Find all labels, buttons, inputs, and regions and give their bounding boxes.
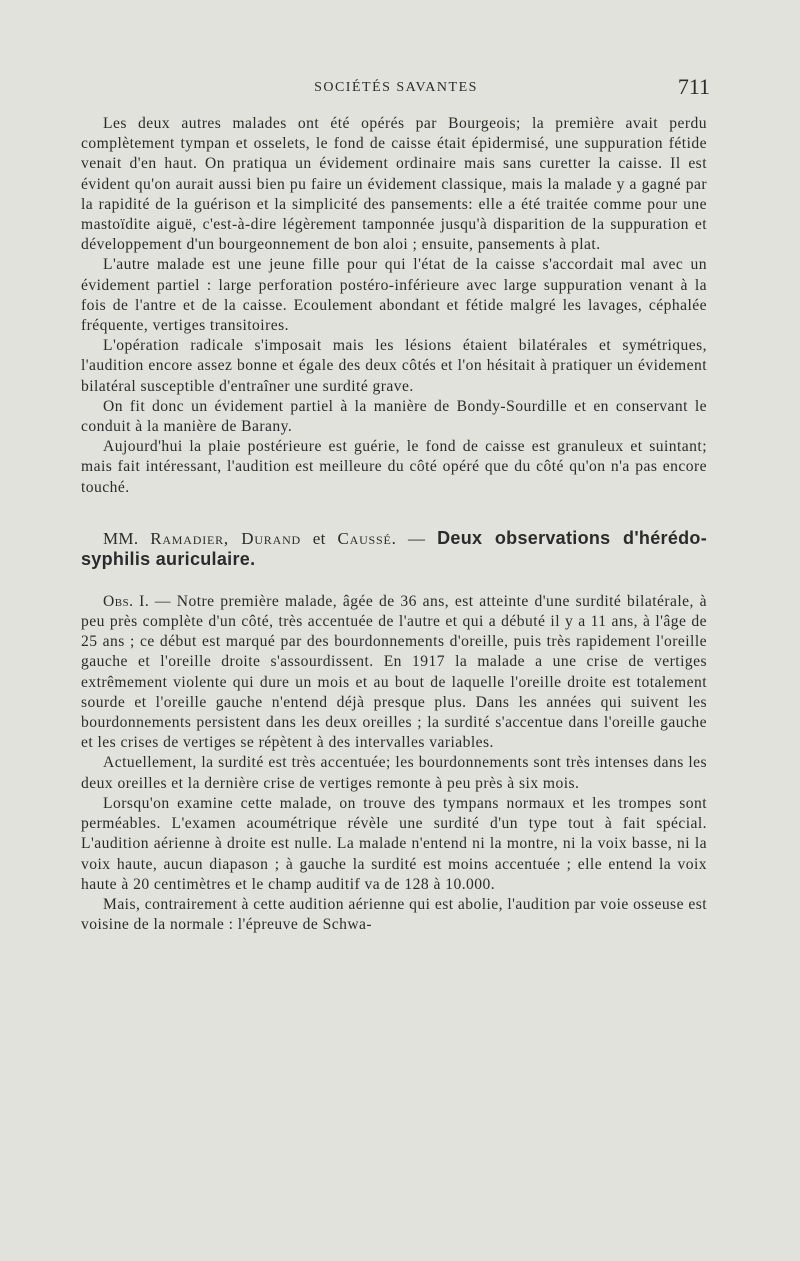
paragraph: L'opération radicale s'imposait mais les lésions étaient bilatérales et symétriques, l'audition encore assez bonne et égale des deux côtés et l'on hésitait à pratiquer un évidement bilatéral susceptible d'entraîner une surdité grave. xyxy=(81,337,707,395)
paragraph: L'autre malade est une jeune fille pour qui l'état de la caisse s'accordait mal avec un évidement partiel : large perforation postéro-inférieure avec large suppuration venant à la fois de l'antre et de la caisse. Ecoulement abondant et fétide malgré les lavages, céphalée fréquente, vertiges transitoires. xyxy=(81,256,707,335)
paragraph: Lorsqu'on examine cette malade, on trouve des tympans normaux et les trompes sont perméables. L'examen acoumétrique révèle une surdité d'un type tout à fait spécial. L'audition aérienne à droite est nulle. La malade n'entend ni la montre, ni la voix basse, ni la voix haute, aucun diapason ; à gauche la surdité est moins accentuée ; elle entend la voix haute à 20 centimètres et le champ auditif va de 128 à 10.000. xyxy=(81,794,707,893)
authors-prefix: MM. xyxy=(103,528,151,548)
page-number: 711 xyxy=(677,74,710,99)
author-last: Caussé xyxy=(337,528,392,548)
authors: Ramadier, Durand xyxy=(150,528,302,548)
paragraph: Mais, contrairement à cette audition aérienne qui est abolie, l'audition par voie osseuse est voisine de la normale : l'épreuve de Schwa- xyxy=(81,895,707,934)
heading-dash: . — xyxy=(391,528,438,548)
paragraph: Aujourd'hui la plaie postérieure est guérie, le fond de caisse est granuleux et suintant; mais fait intéressant, l'audition est meilleure du côté opéré que du côté qu'on n'a pas encore touché. xyxy=(81,438,707,496)
section-title: Deux observations d'hérédo-syphilis auriculaire. xyxy=(81,527,708,569)
observation-text: — Notre première malade, âgée de 36 ans, est atteinte d'une surdité bilatérale, à peu près complète d'un côté, très accentuée de l'autre et qui a débuté il y a 11 ans, à l'âge de 25 ans ; ce début est marqué par des bourdonnements d'oreille, puis très rapidement l'oreille gauche et l'oreille droite s'assourdissent. En 1917 la malade a une crise de vertiges extrêmement violente qui dure un mois et au bout de laquelle l'oreille droite est totalement sourde et l'oreille gauche n'entend déjà presque plus. Dans les années qui suivent les bourdonnements persistent dans les deux oreilles ; la surdité s'accentue dans l'oreille gauche et les crises de vertiges se répètent à des intervalles variables. xyxy=(81,592,707,752)
observation-paragraph xyxy=(81,592,707,754)
section-heading xyxy=(81,528,707,570)
running-head: SOCIÉTÉS SAVANTES xyxy=(314,80,478,95)
paragraph: Les deux autres malades ont été opérés par Bourgeois; la première avait perdu complètement tympan et osselets, le fond de caisse était épidermisé, une suppuration fétide venait d'en haut. On pratiqua un évidement ordinaire mais sans curetter la caisse. Il est évident qu'on aurait aussi bien pu faire un évidement classique, mais la malade y a gagné par la rapidité de la guérison et la simplicité des pansements: elle a été traitée comme pour une mastoïdite aiguë, c'est-à-dire légèrement tamponnée jusqu'à disparition de la suppuration et développement d'un bourgeonnement de bon aloi ; ensuite, pansements à plat. xyxy=(81,115,707,254)
paragraph: Actuellement, la surdité est très accentuée; les bourdonnements sont très intenses dans les deux oreilles et la dernière crise de vertiges remonte à peu près à six mois. xyxy=(81,754,707,792)
page-body xyxy=(81,114,707,935)
authors-join: et xyxy=(301,528,338,548)
page-header xyxy=(82,76,710,100)
paragraph: On fit donc un évidement partiel à la manière de Bondy-Sourdille et en conservant le conduit à la manière de Barany. xyxy=(81,397,707,436)
observation-label: Obs. I. xyxy=(103,592,150,610)
